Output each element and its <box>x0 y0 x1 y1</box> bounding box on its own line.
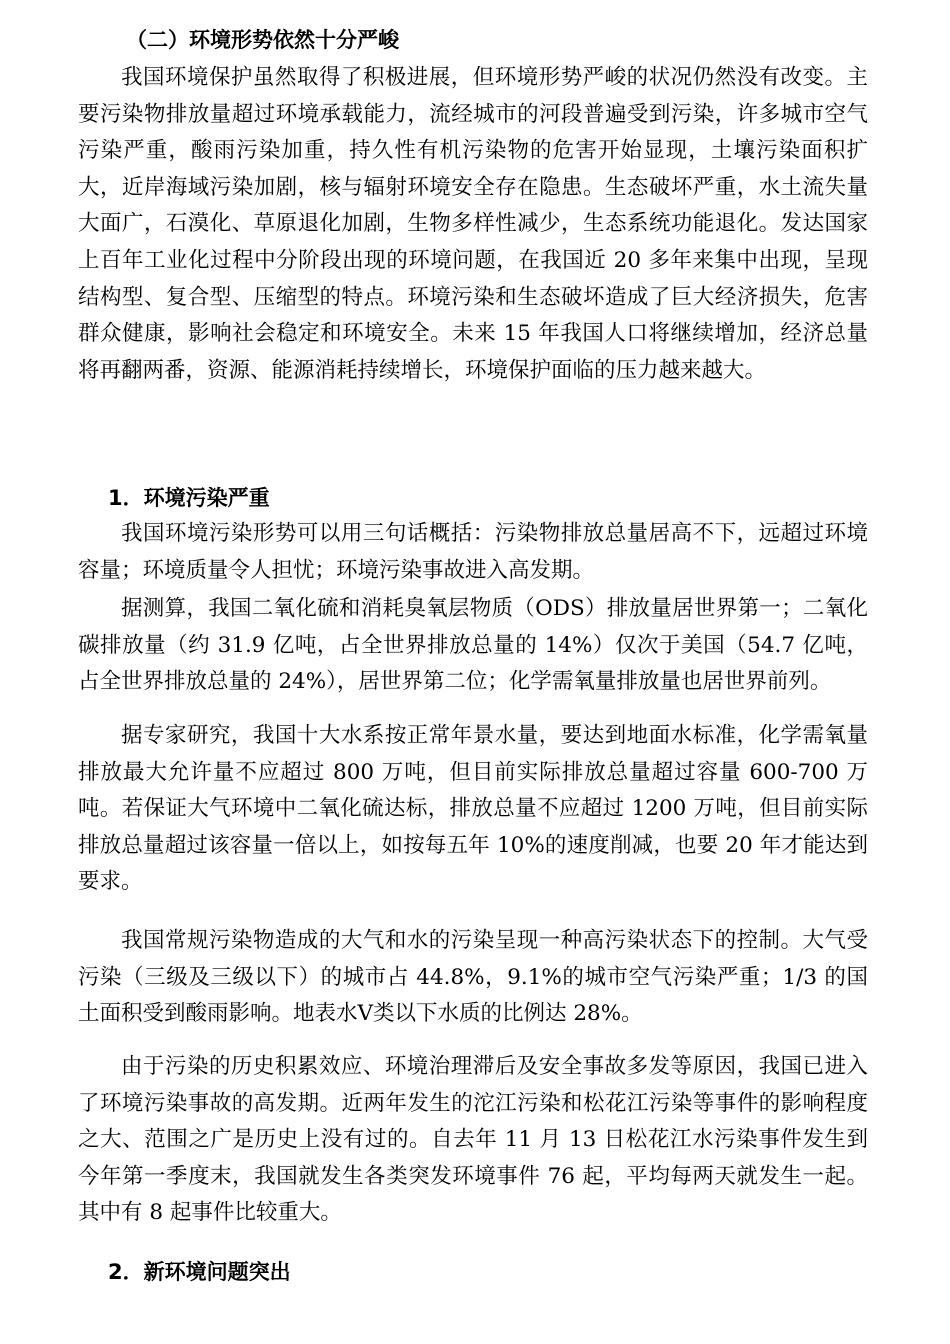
subsection-heading: 1．环境污染严重 <box>108 486 270 510</box>
body-paragraph: 由于污染的历史积累效应、环境治理滞后及安全事故多发等原因，我国已进入了环境污染事故的高发期。近两年发生的沱江污染和松花江污染等事件的影响程度之大、范围之广是历史上没有过的。自去年 11 月 13 日松花江水污染事件发生到今年第一季度末，我国就发生各类突发环境事件 76 起，平均每两天就发生一起。其中有 8 起事件比较重大。 <box>78 1054 868 1226</box>
subsection-heading: 2．新环境问题突出 <box>108 1260 291 1284</box>
section-heading: （二）环境形势依然十分严峻 <box>126 28 399 52</box>
body-paragraph: 我国环境保护虽然取得了积极进展，但环境形势严峻的状况仍然没有改变。主要污染物排放量超过环境承载能力，流经城市的河段普遍受到污染，许多城市空气污染严重，酸雨污染加重，持久性有机污染物的危害开始显现，土壤污染面积扩大，近岸海域污染加剧，核与辐射环境安全存在隐患。生态破坏严重，水土流失量大面广，石漠化、草原退化加剧，生物多样性减少，生态系统功能退化。发达国家上百年工业化过程中分阶段出现的环境问题，在我国近 20 多年来集中出现，呈现结构型、复合型、压缩型的特点。环境污染和生态破坏造成了巨大经济损失，危害群众健康，影响社会稳定和环境安全。未来 15 年我国人口将继续增加，经济总量将再翻两番，资源、能源消耗持续增长，环境保护面临的压力越来越大。 <box>78 65 868 383</box>
body-paragraph: 我国常规污染物造成的大气和水的污染呈现一种高污染状态下的控制。大气受污染（三级及三级以下）的城市占 44.8%，9.1%的城市空气污染严重；1/3 的国土面积受到酸雨影响。地表水Ⅴ类以下水质的比例达 28%。 <box>78 928 868 1027</box>
body-paragraph: 据专家研究，我国十大水系按正常年景水量，要达到地面水标准，化学需氧量排放最大允许量不应超过 800 万吨，但目前实际排放总量超过容量 600-700 万吨。若保证大气环境中二氧化硫达标，排放总量不应超过 1200 万吨，但目前实际排放总量超过该容量一倍以上，如按每五年 10%的速度削减，也要 20 年才能达到要求。 <box>78 723 868 895</box>
body-paragraph: 据测算，我国二氧化硫和消耗臭氧层物质（ODS）排放量居世界第一；二氧化碳排放量（约 31.9 亿吨，占全世界排放总量的 14%）仅次于美国（54.7 亿吨，占全世界排放总量的 24%），居世界第二位；化学需氧量排放量也居世界前列。 <box>78 596 868 695</box>
body-paragraph: 我国环境污染形势可以用三句话概括：污染物排放总量居高不下，远超过环境容量；环境质量令人担忧；环境污染事故进入高发期。 <box>78 521 868 583</box>
